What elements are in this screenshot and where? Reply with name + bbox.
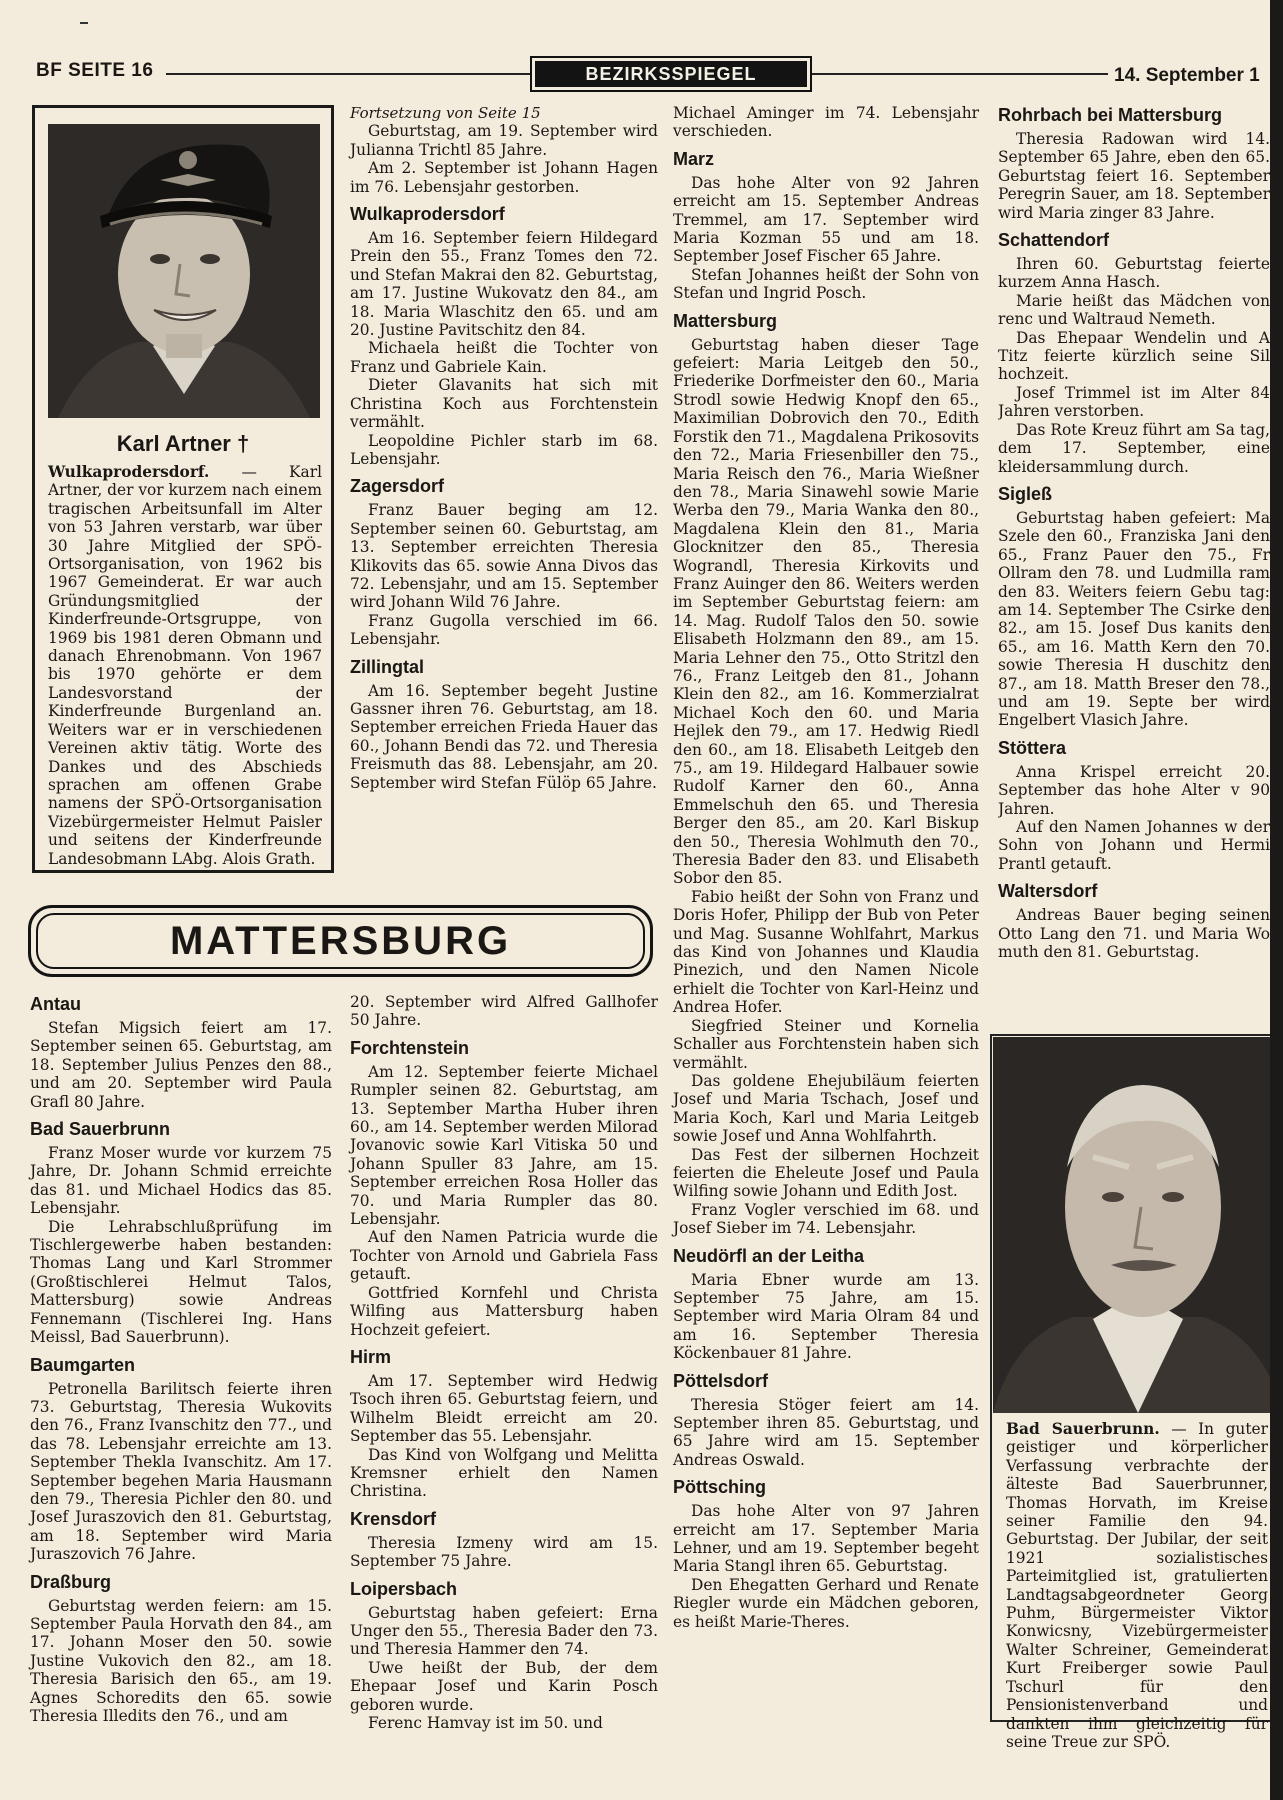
region-banner-title: MATTERSBURG — [36, 913, 645, 969]
caption-body: — In guter geistiger und körperlicher Verfassung verbrachte der älteste Bad Sauerbrunner, Thomas Horvath, im Kreise seiner Familie den 94. Geburtstag. Der Jubilar, der seit 1921 sozialistisches Parteimitglied ist, gratulierten Landtagsabgeordneter Georg Puhm, Bürgermeister Viktor Konwicsny, Vizebürgermeister Walter Schreiner, Gemeinderat Kurt Freiberger sowie Paul Tschurl für den Pensionistenverband und dankten ihm gleichzeitig für seine Treue zur SPÖ. — [1006, 1420, 1268, 1751]
section-title: BEZIRKSSPIEGEL — [535, 61, 807, 87]
scan-edge — [1270, 0, 1283, 1800]
heading-antau: Antau — [30, 994, 81, 1014]
page-number: BF SEITE 16 — [36, 60, 154, 81]
obituary-box — [32, 105, 334, 873]
paragraph: Marie heißt das Mädchen von renc und Waltraud Nemeth. — [998, 291, 1270, 329]
heading-marz: Marz — [673, 148, 715, 169]
paragraph: Theresia Izmeny wird am 15. September 75 Jahre. — [350, 1533, 658, 1571]
caption-lead: Bad Sauerbrunn. — [1006, 1420, 1160, 1438]
paragraph: Am 17. September wird Hedwig Tsoch ihren 65. Geburtstag feiern, und Wilhelm Bleidt erreicht am 20. September das 55. Lebensjahr. — [350, 1371, 658, 1446]
column-2-top — [350, 104, 658, 792]
heading-forchtenstein: Forchtenstein — [350, 1037, 470, 1058]
paragraph: Theresia Stöger feiert am 14. September ihren 85. Geburtstag, und 65 Jahre wird am 15. September Andreas Oswald. — [673, 1395, 979, 1469]
paragraph: Petronella Barilitsch feierte ihren 73. Geburtstag, Theresia Wukovits den 76., Franz Ivanschitz den 77., und das 78. Lebensjahr erreichte am 13. September Thekla Ivanschitz. Am 17. September begehen Maria Hausmann den 79., Theresia Pichler den 80. und Josef Juraszovich den 81. Geburtstag, am 18. September wird Maria Juraszovich 76 Jahre. — [30, 1379, 332, 1564]
paragraph: Leopoldine Pichler starb im 68. Lebensjahr. — [350, 431, 658, 468]
paragraph: Am 16. September feiern Hildegard Prein den 55., Franz Tomes den 72. und Stefan Makrai den 82. Geburtstag, am 17. Justine Wukovatz den 84., am 18. Maria Wlaschitz den 65. und am 20. Justine Pavitschitz den 84. — [350, 229, 658, 340]
portrait-photo-thomas-horvath — [993, 1037, 1283, 1413]
obituary-lead: Wulkaprodersdorf. — [48, 463, 210, 481]
paragraph: Dieter Glavanits hat sich mit Christina Koch aus Forchtenstein vermählt. — [350, 376, 658, 432]
paragraph: Das hohe Alter von 97 Jahren erreicht am 17. September Maria Lehner, und am 19. September begeht Maria Stangl ihren 65. Geburtstag. — [673, 1502, 979, 1576]
paragraph: Maria Ebner wurde am 13. September 75 Jahre, am 15. September wird Maria Olram 84 und am 16. September Theresia Köckenbauer 81 Jahre. — [673, 1270, 979, 1363]
heading-drassburg: Draßburg — [30, 1571, 111, 1592]
portrait-photo-karl-artner — [48, 124, 320, 418]
paragraph: Theresia Radowan wird 14. September 65 Jahre, eben den 65. Geburtstag feiert 16. September Peregrin Sauer, am 18. September wird Maria zinger 83 Jahre. — [998, 130, 1270, 222]
paragraph: Josef Trimmel ist im Alter 84 Jahren verstorben. — [998, 383, 1270, 421]
heading-sigless: Sigleß — [998, 483, 1053, 504]
paragraph: Michael Aminger im 74. Lebensjahr verschieden. — [673, 104, 979, 141]
paragraph: Geburtstag werden feiern: am 15. September Paula Horvath den 84., am 17. Johann Moser den 50. sowie Justine Vukovich den 82., am 18. Theresia Barisich den 65., am 19. Agnes Schoredits den 65. sowie Theresia Illedits den 76., und am — [30, 1596, 332, 1725]
paragraph: Gottfried Kornfehl und Christa Wilfing aus Mattersburg haben Hochzeit gefeiert. — [350, 1283, 658, 1339]
paragraph: Das goldene Ehejubiläum feierten Josef und Maria Tschach, Josef und Maria Koch, Karl und Maria Leitgeb sowie Josef und Anna Wohlfahrth. — [673, 1071, 979, 1146]
paragraph: Geburtstag haben gefeiert: Erna Unger den 55., Theresia Bader den 73. und Theresia Hammer den 74. — [350, 1603, 658, 1659]
paragraph: Ferenc Hamvay ist im 50. und — [368, 1714, 603, 1732]
column-4 — [998, 104, 1270, 1024]
obituary-body: — Karl Artner, der vor kurzem nach einem tragischen Arbeitsunfall im Alter von 53 Jahren verstarb, war über 30 Jahre Mitglied der SPÖ-Ortsorganisation, von 1962 bis 1967 Gemeinderat. Er war auch Gründungsmitglied der Kinderfreunde-Ortsgruppe, von 1969 bis 1981 deren Obmann und danach Ehrenobmann. Von 1967 bis 1970 gehörte er dem Landesvorstand der Kinderfreunde Burgenland an. Weiters war er in verschiedenen Vereinen aktiv tätig. Worte des Dankes und des Abschieds sprachen am offenen Grabe namens der SPÖ-Ortsorganisation Vizebürgermeister Helmut Paisler und seitens der Kinderfreunde Landesobmann LAbg. Alois Grath. — [48, 463, 323, 868]
paragraph: Auf den Namen Johannes w der Sohn von Johann und Hermi Prantl getauft. — [998, 818, 1270, 873]
paragraph: Am 12. September feierte Michael Rumpler seinen 82. Geburtstag, am 13. September Martha Huber ihren 60., am 14. September werden Milorad Jovanovic sowie Karl Vitiska 50 und Johann Spuller 83 Jahre, am 15. September erreichen Rosa Holler das 70. und Maria Rumpler das 80. Lebensjahr. — [350, 1062, 658, 1229]
heading-zillingtal: Zillingtal — [350, 656, 424, 677]
paragraph: Stefan Johannes heißt der Sohn von Stefan und Ingrid Posch. — [673, 265, 979, 303]
paragraph: Das Kind von Wolfgang und Melitta Kremsner erhielt den Namen Christina. — [350, 1445, 658, 1501]
region-banner — [28, 905, 653, 977]
header-rule-right — [812, 73, 1108, 75]
paragraph: Uwe heißt der Bub, der dem Ehepaar Josef und Karin Posch geboren wurde. — [350, 1658, 658, 1714]
paragraph: Am 16. September begeht Justine Gassner ihren 76. Geburtstag, am 18. September erreichen Frieda Hauer das 60., Johann Bendi das 72. und Theresia Freismuth das 88. Lebensjahr, am 20. September wird Stefan Fülöp 65 Jahre. — [350, 681, 658, 792]
paragraph: Den Ehegatten Gerhard und Renate Riegler wurde ein Mädchen geboren, es heißt Marie-Theres. — [673, 1575, 979, 1631]
paragraph: Das hohe Alter von 92 Jahren erreicht am 15. September Andreas Tremmel, am 17. September wird Maria Kozman 55 und am 18. September Josef Fischer 65 Jahre. — [673, 173, 979, 266]
heading-baumgarten: Baumgarten — [30, 1354, 136, 1375]
heading-rohrbach: Rohrbach bei Mattersburg — [998, 105, 1223, 125]
heading-bad-sauerbrunn: Bad Sauerbrunn — [30, 1119, 171, 1140]
paragraph: Franz Moser wurde vor kurzem 75 Jahre, Dr. Johann Schmid erreichte das 81. und Michael Hodics das 85. Lebensjahr. — [30, 1144, 332, 1218]
continuation-note: Fortsetzung von Seite 15 — [350, 104, 541, 122]
section-title-box — [530, 56, 812, 92]
paragraph: 20. September wird Alfred Gallhofer 50 Jahre. — [350, 993, 658, 1030]
photo-caption — [1006, 1420, 1268, 1751]
heading-waltersdorf: Waltersdorf — [998, 881, 1098, 902]
paragraph: Geburtstag haben dieser Tage gefeiert: Maria Leitgeb den 50., Friederike Dorfmeister den 60., Maria Strodl sowie Hedwig Knopf den 65., Maximilian Dobrovich den 70., Edith Forstik den 71., Magdalena Prikosovits den 72., Maria Friesenbiller den 75., Maria Reisch den 76., Maria Wießner den 78., Maria Sinawehl sowie Marie Werba den 79., Maria Wanka den 80., Magdalena Klein den 81., Maria Glocknitzer den 85., Theresia Wograndl, Theresia Kirkovits und Franz Auinger den 86. Weiters werden im September Geburtstag feiern: am 14. Mag. Rudolf Talos den 50. sowie Elisabeth Holzmann den 89., am 15. Maria Lehner den 75., Otto Stritzl den 76., Franz Leitgeb den 81., Johann Klein den 82., am 16. Kommerzialrat Michael Koch den 60. und Maria Hejlek den 79., am 17. Hedwig Riedl den 60., am 18. Elisabeth Leitgeb den 75., am 19. Hildegard Halbauer sowie Rudolf Karner den 60., Anna Emmelschuh den 65. und Theresia Berger den 85., am 20. Karl Biskup den 50., Theresia Wohlmuth den 70., Theresia Bader den 83. und Elisabeth Sobor den 85. — [673, 335, 979, 888]
paragraph: Geburtstag haben gefeiert: Ma Szele den 60., Franziska Jani den 65., Franz Pauer den 75., Fr Ollram den 78. und Ludmilla ram den 83. Weiters feiern Gebu tag: am 14. September The Csirke den 82., am 15. Josef Dus kanits den 65., am 16. Matth Kern den 70. sowie Theresia H duschitz den 87., am 18. Matth Breser den 78., und am 19. Septe ber wird Engelbert Vlasich Jahre. — [998, 508, 1270, 730]
column-3 — [673, 104, 979, 1631]
heading-zagersdorf: Zagersdorf — [350, 476, 445, 497]
paragraph: Franz Gugolla verschied im 66. Lebensjahr. — [350, 611, 658, 649]
issue-date: 14. September 1 — [1114, 65, 1260, 86]
heading-poettelsdorf: Pöttelsdorf — [673, 1370, 769, 1391]
heading-loipersbach: Loipersbach — [350, 1578, 458, 1599]
paragraph: Siegfried Steiner und Kornelia Schaller aus Forchtenstein haben sich vermählt. — [673, 1016, 979, 1072]
heading-hirm: Hirm — [350, 1346, 392, 1367]
paragraph: Andreas Bauer beging seinen Otto Lang den 71. und Maria Wo muth den 81. Geburtstag. — [998, 906, 1270, 962]
paragraph: Geburtstag, am 19. September wird Julianna Trichtl 85 Jahre. — [350, 122, 658, 159]
bottom-column-1 — [30, 993, 332, 1725]
heading-wulkaprodersdorf: Wulkaprodersdorf — [350, 204, 505, 225]
paragraph: Anna Krispel erreicht 20. September das hohe Alter v 90 Jahren. — [998, 762, 1270, 818]
heading-schattendorf: Schattendorf — [998, 230, 1110, 251]
paragraph: Die Lehrabschlußprüfung im Tischlergewerbe haben bestanden: Thomas Lang und Karl Strommer (Großtischlerei Helmut Talos, Mattersburg) sowie Andreas Fennemann (Tischlerei Ing. Hans Meissl, Bad Sauerbrunn). — [30, 1217, 332, 1347]
heading-neudoerfl: Neudörfl an der Leitha — [673, 1245, 865, 1266]
paragraph: Das Rote Kreuz führt am Sa tag, dem 17. September, eine kleidersammlung durch. — [998, 420, 1270, 476]
paragraph: Franz Bauer beging am 12. September seinen 60. Geburtstag, am 13. September erreichten Theresia Klikovits das 65. sowie Anna Divos das 72. Lebensjahr, und am 15. September wird Johann Wild 76 Jahre. — [350, 501, 658, 612]
paragraph: Auf den Namen Patricia wurde die Tochter von Arnold und Gabriela Fass getauft. — [350, 1228, 658, 1284]
paragraph: Stefan Migsich feiert am 17. September seinen 65. Geburtstag, am 18. September Julius Penzes den 88., und am 20. September wird Paula Grafl 80 Jahre. — [30, 1019, 332, 1111]
paragraph: Michaela heißt die Tochter von Franz und Gabriele Kain. — [350, 339, 658, 376]
paragraph: Das Ehepaar Wendelin und A Titz feierte kürzlich seine Sil hochzeit. — [998, 328, 1270, 384]
header-rule-left — [166, 73, 530, 75]
heading-krensdorf: Krensdorf — [350, 1508, 437, 1529]
paragraph: Franz Vogler verschied im 68. und Josef Sieber im 74. Lebensjahr. — [673, 1200, 979, 1238]
paragraph: Ihren 60. Geburtstag feierte kurzem Anna Hasch. — [998, 255, 1270, 292]
paragraph: Fabio heißt der Sohn von Franz und Doris Hofer, Philipp der Bub von Peter und Mag. Susanne Wohlfahrt, Markus das Kind von Johannes und Klaudia Pinezich, und den Namen Nicole erhielt die Tochter von Karl-Heinz und Andrea Hofer. — [673, 887, 979, 1017]
bottom-column-2 — [350, 993, 658, 1732]
obituary-text — [48, 463, 322, 868]
paragraph: Am 2. September ist Johann Hagen im 76. Lebensjahr gestorben. — [350, 159, 658, 196]
print-speck — [80, 22, 88, 24]
heading-stoettera: Stöttera — [998, 737, 1067, 758]
obituary-name: Karl Artner † — [116, 431, 250, 456]
heading-mattersburg: Mattersburg — [673, 310, 778, 331]
heading-poettsching: Pöttsching — [673, 1477, 766, 1498]
paragraph: Das Fest der silbernen Hochzeit feierten die Eheleute Josef und Paula Wilfing sowie Johann und Edith Jost. — [673, 1145, 979, 1201]
